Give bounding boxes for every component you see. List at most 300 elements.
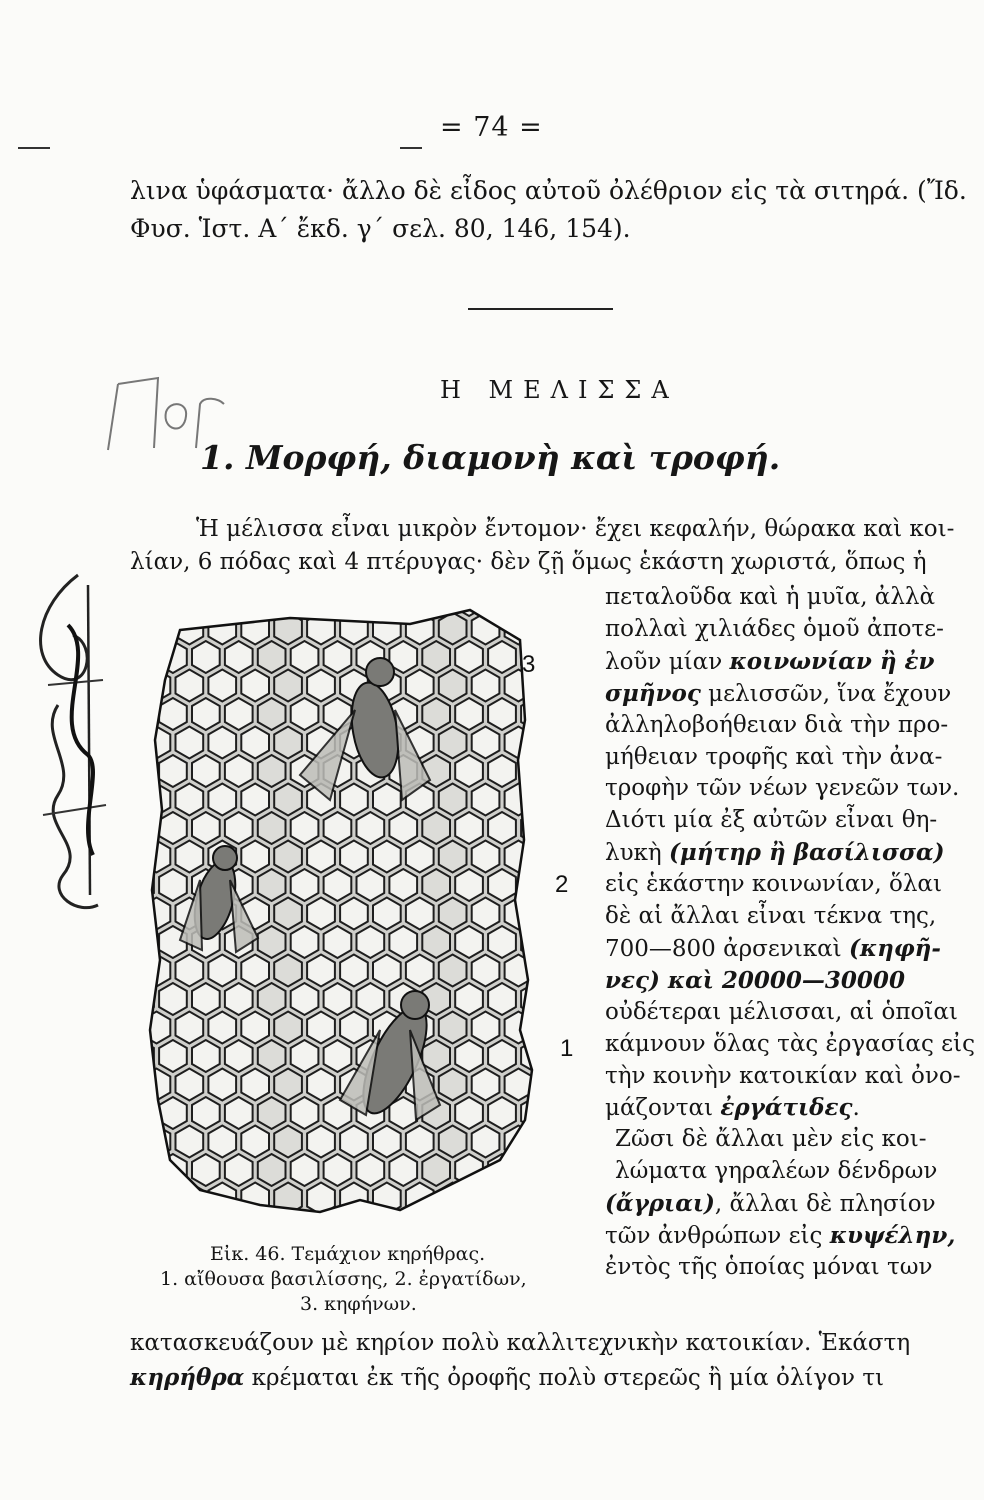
honeycomb-cell	[176, 784, 204, 816]
honeycomb-cell	[455, 926, 483, 958]
honeycomb-cell	[455, 1097, 483, 1129]
honeycomb-cell	[472, 1183, 500, 1215]
honeycomb-cell	[389, 600, 417, 616]
body-line	[605, 1188, 936, 1220]
honeycomb-cell	[291, 1154, 319, 1186]
honeycomb-cell	[488, 983, 516, 1015]
honeycomb-cell	[422, 600, 450, 616]
honeycomb-cell	[241, 1126, 269, 1158]
bold-term: (ἄγριαι)	[605, 1190, 715, 1218]
honeycomb-cell	[258, 1040, 286, 1072]
honeycomb-cell	[176, 841, 204, 873]
body-line	[605, 582, 935, 613]
bold-term: (μήτηρ ἢ βασίλισσα)	[669, 839, 945, 867]
honeycomb-cell	[340, 1126, 368, 1158]
honeycomb-cell	[521, 926, 549, 958]
body-line	[605, 614, 944, 645]
honeycomb-cell	[291, 698, 319, 730]
honeycomb-cell	[225, 600, 253, 616]
honeycomb-cell	[340, 613, 368, 645]
honeycomb-cell	[258, 698, 286, 730]
honeycomb-illustration	[140, 600, 580, 1245]
honeycomb-cell	[324, 600, 352, 616]
honeycomb-cell	[225, 755, 253, 787]
honeycomb-cell	[488, 812, 516, 844]
honeycomb-cell	[192, 755, 220, 787]
honeycomb-cell	[570, 670, 580, 702]
bold-term: ἐργάτιδες	[720, 1094, 853, 1122]
honeycomb-cell	[554, 641, 580, 673]
honeycomb-cell	[143, 1183, 171, 1215]
honeycomb-cell	[455, 755, 483, 787]
honeycomb-cell	[208, 1126, 236, 1158]
honeycomb-cell	[538, 841, 566, 873]
body-text: κρέμαται ἐκ τῆς ὀροφῆς πολὺ στερεῶς ἢ μία ὀλίγον τι	[244, 1365, 885, 1391]
honeycomb-cell	[505, 1240, 533, 1246]
honeycomb-cell	[488, 698, 516, 730]
honeycomb-cell	[274, 841, 302, 873]
honeycomb-cell	[274, 727, 302, 759]
honeycomb-cell	[225, 1040, 253, 1072]
honeycomb-cell	[159, 600, 187, 616]
honeycomb-cell	[472, 955, 500, 987]
body-text: τῶν ἀνθρώπων εἰς	[605, 1223, 830, 1249]
honeycomb-cell	[291, 983, 319, 1015]
honeycomb-cell	[570, 1126, 580, 1158]
honeycomb-cell	[143, 1240, 171, 1246]
header-mark	[400, 147, 422, 149]
honeycomb-cell	[159, 812, 187, 844]
honeycomb-cell	[455, 1040, 483, 1072]
body-line: λίαν, 6 πόδας καὶ 4 πτέρυγας· δὲν ζῇ ὅμως ἑκάστη χωριστά, ὅπως ἡ	[130, 549, 927, 575]
honeycomb-cell	[373, 784, 401, 816]
honeycomb-cell	[406, 898, 434, 930]
honeycomb-cell	[488, 926, 516, 958]
honeycomb-cell	[258, 1211, 286, 1243]
honeycomb-cell	[143, 1012, 171, 1044]
body-text: λυκὴ	[605, 840, 670, 867]
honeycomb-cell	[488, 1211, 516, 1243]
honeycomb-cell	[455, 641, 483, 673]
body-text: δὲ αἱ ἄλλαι εἶναι τέκνα της,	[605, 903, 937, 929]
honeycomb-cell	[291, 869, 319, 901]
honeycomb-cell	[192, 983, 220, 1015]
figure-label-3: 3	[522, 651, 536, 678]
body-line: κατασκευάζουν μὲ κηρίον πολὺ καλλιτεχνικὴν κατοικίαν. Ἑκάστη	[130, 1330, 911, 1356]
honeycomb-cell	[258, 755, 286, 787]
honeycomb-cell	[570, 727, 580, 759]
honeycomb-cell	[225, 1154, 253, 1186]
body-line	[605, 933, 941, 965]
honeycomb-cell	[554, 1097, 580, 1129]
honeycomb-cell	[570, 898, 580, 930]
figure-label-2: 2	[555, 871, 569, 898]
honeycomb-cell	[406, 613, 434, 645]
body-line	[605, 997, 958, 1028]
honeycomb-cell	[225, 1097, 253, 1129]
body-text: μάζονται	[605, 1095, 721, 1122]
honeycomb-cell	[324, 1154, 352, 1186]
honeycomb-cell	[538, 727, 566, 759]
honeycomb-cell	[176, 727, 204, 759]
honeycomb-cell	[258, 600, 286, 616]
honeycomb-cell	[439, 727, 467, 759]
honeycomb-cell	[357, 1154, 385, 1186]
honeycomb-cell	[274, 1069, 302, 1101]
honeycomb-cell	[472, 784, 500, 816]
body-line	[605, 805, 937, 836]
honeycomb-cell	[439, 1012, 467, 1044]
honeycomb-cell	[357, 926, 385, 958]
honeycomb-cell	[176, 670, 204, 702]
honeycomb-cell	[357, 1211, 385, 1243]
honeycomb-cell	[258, 1154, 286, 1186]
honeycomb-cell	[488, 600, 516, 616]
honeycomb-cell	[176, 1240, 204, 1246]
honeycomb-cell	[439, 1069, 467, 1101]
honeycomb-cell	[488, 1040, 516, 1072]
honeycomb-cell	[455, 983, 483, 1015]
section-title: 1. Μορφή, διαμονὴ καὶ τροφή.	[200, 438, 781, 477]
honeycomb-cell	[455, 1211, 483, 1243]
body-text: λοῦν μίαν	[605, 648, 730, 675]
honeycomb-cell	[208, 955, 236, 987]
handwritten-signature	[18, 565, 113, 935]
honeycomb-cell	[406, 670, 434, 702]
honeycomb-cell	[570, 784, 580, 816]
body-line	[605, 869, 942, 900]
honeycomb-cell	[521, 812, 549, 844]
honeycomb-cell	[538, 898, 566, 930]
honeycomb-cell	[159, 698, 187, 730]
body-line	[130, 1362, 884, 1394]
body-line	[615, 1156, 937, 1187]
bold-term: σμῆνος	[605, 679, 701, 707]
honeycomb-cell	[505, 841, 533, 873]
honeycomb-cell	[258, 1097, 286, 1129]
honeycomb-cell	[439, 784, 467, 816]
honeycomb-cell	[538, 613, 566, 645]
honeycomb-cell	[225, 1211, 253, 1243]
honeycomb-cell	[291, 926, 319, 958]
honeycomb-cell	[307, 1126, 335, 1158]
honeycomb-cell	[373, 613, 401, 645]
honeycomb-cell	[472, 613, 500, 645]
honeycomb-cell	[340, 1012, 368, 1044]
body-line	[605, 1252, 932, 1283]
body-text: ἐντὸς τῆς ὁποίας μόναι των	[605, 1253, 933, 1280]
honeycomb-cell	[439, 670, 467, 702]
honeycomb-cell	[274, 784, 302, 816]
body-text: οὐδέτεραι μέλισσαι, αἱ ὁποῖαι	[605, 998, 958, 1025]
honeycomb-cell	[176, 1012, 204, 1044]
body-line: Ἡ μέλισσα εἶναι μικρὸν ἔντομον· ἔχει κεφαλήν, θώρακα καὶ κοι-	[196, 516, 955, 542]
honeycomb-cell	[307, 1069, 335, 1101]
honeycomb-cell	[439, 955, 467, 987]
honeycomb-cell	[570, 613, 580, 645]
honeycomb-cell	[373, 1126, 401, 1158]
honeycomb-cell	[307, 670, 335, 702]
honeycomb-cell	[274, 1126, 302, 1158]
honeycomb-cell	[192, 698, 220, 730]
figure-caption: 1. αἴθουσα βασιλίσσης, 2. ἐργατίδων,	[160, 1268, 527, 1290]
honeycomb-cell	[324, 1211, 352, 1243]
continuation-line: Φυσ. Ἱστ. Α΄ ἔκδ. γ΄ σελ. 80, 146, 154).	[130, 214, 631, 243]
honeycomb-cell	[274, 1012, 302, 1044]
body-text: πεταλοῦδα καὶ ἡ μυῖα, ἀλλὰ	[605, 584, 936, 610]
honeycomb-cell	[140, 641, 154, 673]
honeycomb-cell	[389, 1154, 417, 1186]
honeycomb-cell	[357, 600, 385, 616]
honeycomb-cell	[324, 983, 352, 1015]
honeycomb-cell	[505, 1183, 533, 1215]
honeycomb-cell	[455, 698, 483, 730]
honeycomb-cell	[241, 613, 269, 645]
body-text: πολλαὶ χιλιάδες ὁμοῦ ἀποτε-	[605, 615, 944, 642]
body-line	[605, 1220, 955, 1252]
body-text: Διότι μία ἐξ αὐτῶν εἶναι θη-	[605, 807, 938, 834]
honeycomb-cell	[340, 784, 368, 816]
honeycomb-cell	[258, 926, 286, 958]
honeycomb-cell	[357, 812, 385, 844]
body-text: μελισσῶν, ἵνα ἔχουν	[700, 680, 952, 707]
honeycomb-cell	[208, 784, 236, 816]
bold-term: (κηφῆ-	[849, 934, 941, 962]
honeycomb-cell	[258, 983, 286, 1015]
honeycomb-cell	[554, 698, 580, 730]
body-line	[605, 710, 948, 741]
honeycomb-cell	[140, 926, 154, 958]
honeycomb-cell	[324, 812, 352, 844]
honeycomb-cell	[208, 1069, 236, 1101]
honeycomb-cell	[570, 1240, 580, 1246]
honeycomb-cell	[324, 1040, 352, 1072]
honeycomb-cell	[406, 841, 434, 873]
bold-term: νες) καὶ 20000—30000	[605, 966, 905, 994]
honeycomb-cell	[324, 926, 352, 958]
honeycomb-cell	[159, 869, 187, 901]
honeycomb-cell	[422, 698, 450, 730]
honeycomb-cell	[422, 869, 450, 901]
honeycomb-cell	[274, 955, 302, 987]
honeycomb-cell	[455, 812, 483, 844]
honeycomb-cell	[538, 955, 566, 987]
honeycomb-cell	[176, 1126, 204, 1158]
body-text: τὴν κοινὴν κατοικίαν καὶ ὀνο-	[605, 1062, 961, 1089]
honeycomb-cell	[307, 841, 335, 873]
honeycomb-cell	[258, 869, 286, 901]
body-text: , ἄλλαι δὲ πλησίον	[714, 1191, 936, 1218]
honeycomb-cell	[208, 670, 236, 702]
honeycomb-cell	[439, 898, 467, 930]
honeycomb-cell	[439, 841, 467, 873]
honeycomb-cell	[406, 955, 434, 987]
honeycomb-cell	[422, 812, 450, 844]
honeycomb-cell	[307, 1012, 335, 1044]
honeycomb-cell	[488, 755, 516, 787]
honeycomb-cell	[140, 812, 154, 844]
body-text: κάμνουν ὅλας τὰς ἐργασίας εἰς	[605, 1030, 975, 1057]
honeycomb-cell	[258, 812, 286, 844]
honeycomb-cell	[472, 1126, 500, 1158]
honeycomb-cell	[140, 698, 154, 730]
bold-term: κοινωνίαν ἢ ἐν	[729, 647, 935, 675]
page-number: = 74 =	[440, 112, 543, 143]
honeycomb-cell	[538, 1069, 566, 1101]
honeycomb-cell	[192, 1211, 220, 1243]
body-text: λώματα γηραλέων δένδρων	[615, 1158, 938, 1185]
honeycomb-cell	[521, 1154, 549, 1186]
honeycomb-cell	[538, 670, 566, 702]
honeycomb-cell	[488, 641, 516, 673]
honeycomb-cell	[521, 600, 549, 616]
body-line	[605, 901, 936, 932]
body-line	[605, 1092, 860, 1124]
honeycomb-cell	[143, 784, 171, 816]
honeycomb-cell	[538, 1240, 566, 1246]
honeycomb-cell	[373, 841, 401, 873]
honeycomb-cell	[389, 812, 417, 844]
body-line	[605, 965, 905, 997]
honeycomb-cell	[554, 755, 580, 787]
body-line	[605, 1029, 975, 1060]
honeycomb-cell	[472, 1012, 500, 1044]
body-line	[605, 646, 935, 678]
honeycomb-cell	[554, 812, 580, 844]
honeycomb-cell	[422, 1154, 450, 1186]
honeycomb-cell	[357, 869, 385, 901]
honeycomb-cell	[389, 926, 417, 958]
body-text: εἰς ἑκάστην κοινωνίαν, ὅλαι	[605, 871, 942, 898]
honeycomb-cell	[307, 955, 335, 987]
honeycomb-cell	[538, 784, 566, 816]
honeycomb-cell	[554, 926, 580, 958]
honeycomb-cell	[159, 1040, 187, 1072]
continuation-line: λινα ὑφάσματα· ἄλλο δὲ εἶδος αὐτοῦ ὀλέθριον εἰς τὰ σιτηρά. (Ἴδ.	[130, 176, 967, 205]
honeycomb-cell	[340, 1183, 368, 1215]
honeycomb-cell	[505, 1012, 533, 1044]
honeycomb-cell	[373, 955, 401, 987]
honeycomb-cell	[192, 641, 220, 673]
honeycomb-cell	[521, 755, 549, 787]
honeycomb-cell	[538, 1126, 566, 1158]
honeycomb-cell	[340, 841, 368, 873]
honeycomb-cell	[159, 1154, 187, 1186]
honeycomb-cell	[554, 1211, 580, 1243]
honeycomb-cell	[570, 1069, 580, 1101]
honeycomb-cell	[176, 955, 204, 987]
body-text: .	[852, 1095, 860, 1122]
honeycomb-cell	[291, 812, 319, 844]
honeycomb-cell	[472, 1069, 500, 1101]
honeycomb-cell	[472, 727, 500, 759]
figure-label-1: 1	[560, 1035, 574, 1062]
honeycomb-cell	[274, 898, 302, 930]
honeycomb-cell	[140, 755, 154, 787]
honeycomb-cell	[192, 812, 220, 844]
honeycomb-cell	[488, 869, 516, 901]
honeycomb-cell	[538, 1183, 566, 1215]
honeycomb-cell	[140, 1097, 154, 1129]
honeycomb-cell	[455, 869, 483, 901]
honeycomb-cell	[422, 641, 450, 673]
honeycomb-cell	[192, 1040, 220, 1072]
chapter-title: Η ΜΕΛΙΣΣΑ	[440, 376, 679, 404]
honeycomb-cell	[389, 1211, 417, 1243]
body-text: ἀλληλοβοήθειαν διὰ τὴν προ-	[605, 711, 949, 738]
bold-term: κηρήθρα	[130, 1364, 245, 1391]
honeycomb-cell	[570, 955, 580, 987]
body-text: τροφὴν τῶν νέων γενεῶν των.	[605, 775, 960, 802]
body-text: 700—800 ἀρσενικαὶ	[605, 935, 850, 962]
honeycomb-cell	[241, 727, 269, 759]
honeycomb-cell	[324, 641, 352, 673]
honeycomb-cell	[208, 1012, 236, 1044]
honeycomb-cell	[140, 1211, 154, 1243]
honeycomb-cell	[570, 841, 580, 873]
body-text: μήθειαν τροφῆς καὶ τὴν ἀνα-	[605, 743, 943, 770]
honeycomb-cell	[307, 898, 335, 930]
figure-caption: Εἰκ. 46. Τεμάχιον κηρήθρας.	[210, 1243, 486, 1265]
honeycomb-cell	[291, 1211, 319, 1243]
honeycomb-cell	[241, 1069, 269, 1101]
honeycomb-cell	[554, 983, 580, 1015]
honeycomb-cell	[554, 1154, 580, 1186]
section-divider	[468, 308, 613, 310]
honeycomb-cell	[258, 641, 286, 673]
honeycomb-cell	[176, 1069, 204, 1101]
honeycomb-cell	[324, 869, 352, 901]
honeycomb-cell	[340, 955, 368, 987]
honeycomb-cell	[225, 983, 253, 1015]
body-line	[605, 742, 942, 773]
body-line	[605, 1061, 961, 1092]
honeycomb-cell	[521, 1211, 549, 1243]
honeycomb-cell	[488, 1097, 516, 1129]
honeycomb-cell	[208, 613, 236, 645]
honeycomb-cell	[225, 641, 253, 673]
honeycomb-cell	[192, 1154, 220, 1186]
honeycomb-cell	[472, 670, 500, 702]
honeycomb-cell	[159, 755, 187, 787]
honeycomb-cell	[291, 641, 319, 673]
honeycomb-cell	[241, 784, 269, 816]
honeycomb-cell	[140, 600, 154, 616]
honeycomb-cell	[192, 1097, 220, 1129]
honeycomb-cell	[274, 670, 302, 702]
honeycomb-cell	[505, 784, 533, 816]
body-line	[605, 678, 951, 710]
bold-term: κυψέλην,	[829, 1222, 956, 1249]
honeycomb-cell	[291, 1040, 319, 1072]
honeycomb-cell	[472, 841, 500, 873]
honeycomb-cell	[422, 1040, 450, 1072]
honeycomb-cell	[422, 1211, 450, 1243]
honeycomb-cell	[406, 1126, 434, 1158]
honeycomb-cell	[241, 955, 269, 987]
body-line	[605, 837, 945, 869]
honeycomb-cell	[291, 1097, 319, 1129]
honeycomb-cell	[472, 898, 500, 930]
honeycomb-cell	[422, 926, 450, 958]
honeycomb-cell	[159, 983, 187, 1015]
honeycomb-cell	[241, 670, 269, 702]
figure-caption: 3. κηφήνων.	[300, 1293, 417, 1315]
honeycomb-cell	[241, 841, 269, 873]
honeycomb-cell	[241, 1183, 269, 1215]
honeycomb-cell	[192, 600, 220, 616]
honeycomb-cell	[225, 698, 253, 730]
